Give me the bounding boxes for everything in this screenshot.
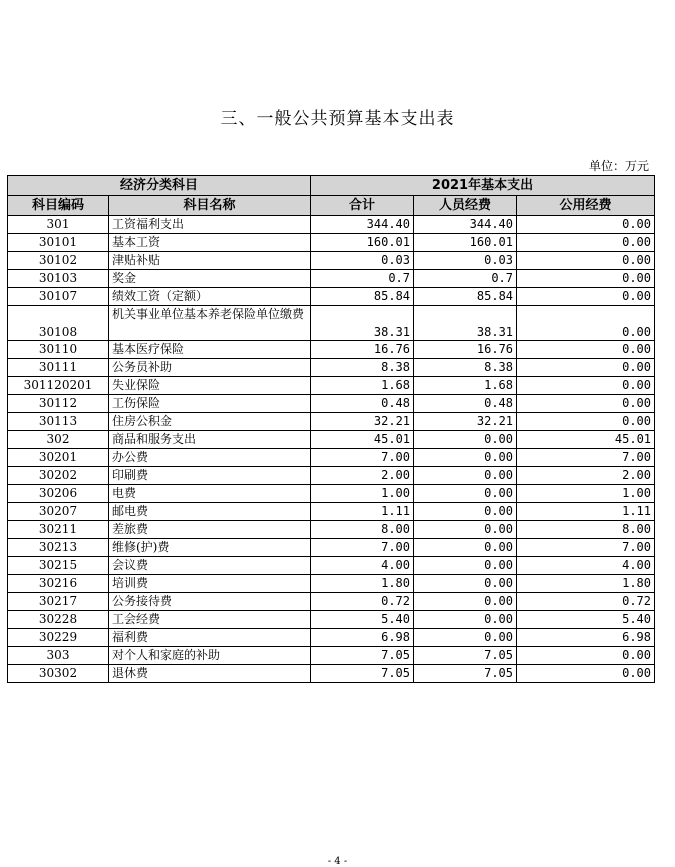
table-row bbox=[8, 611, 655, 629]
header-basic-expenditure: 2021年基本支出 bbox=[311, 176, 655, 196]
table-row bbox=[8, 503, 655, 521]
cell-name: 商品和服务支出 bbox=[109, 431, 311, 449]
cell-code: 30103 bbox=[8, 270, 109, 288]
cell-public: 0.00 bbox=[517, 270, 655, 288]
cell-code: 30112 bbox=[8, 395, 109, 413]
cell-public: 0.00 bbox=[517, 359, 655, 377]
cell-name: 公务员补助 bbox=[109, 359, 311, 377]
cell-code: 30107 bbox=[8, 288, 109, 306]
cell-public: 0.00 bbox=[517, 665, 655, 683]
cell-total: 1.68 bbox=[311, 377, 414, 395]
cell-public: 1.80 bbox=[517, 575, 655, 593]
page-number: - 4 - bbox=[327, 856, 348, 867]
cell-name: 基本工资 bbox=[109, 234, 311, 252]
cell-personnel: 0.00 bbox=[414, 521, 517, 539]
cell-name: 住房公积金 bbox=[109, 413, 311, 431]
cell-total: 8.00 bbox=[311, 521, 414, 539]
cell-personnel: 0.00 bbox=[414, 539, 517, 557]
cell-total: 7.00 bbox=[311, 539, 414, 557]
cell-personnel: 0.00 bbox=[414, 593, 517, 611]
cell-public: 5.40 bbox=[517, 611, 655, 629]
cell-public: 1.11 bbox=[517, 503, 655, 521]
cell-code: 30113 bbox=[8, 413, 109, 431]
table-row bbox=[8, 377, 655, 395]
table-row bbox=[8, 449, 655, 467]
cell-personnel: 38.31 bbox=[414, 306, 517, 341]
cell-personnel: 0.00 bbox=[414, 503, 517, 521]
cell-code: 303 bbox=[8, 647, 109, 665]
cell-name: 差旅费 bbox=[109, 521, 311, 539]
cell-code: 30213 bbox=[8, 539, 109, 557]
table-row bbox=[8, 288, 655, 306]
cell-public: 0.00 bbox=[517, 413, 655, 431]
cell-total: 38.31 bbox=[311, 306, 414, 341]
cell-public: 1.00 bbox=[517, 485, 655, 503]
table-row bbox=[8, 557, 655, 575]
cell-name: 对个人和家庭的补助 bbox=[109, 647, 311, 665]
cell-personnel: 0.00 bbox=[414, 431, 517, 449]
table-row bbox=[8, 521, 655, 539]
cell-personnel: 85.84 bbox=[414, 288, 517, 306]
cell-code: 30216 bbox=[8, 575, 109, 593]
header-economic-category: 经济分类科目 bbox=[8, 176, 311, 196]
cell-code: 30207 bbox=[8, 503, 109, 521]
cell-name: 会议费 bbox=[109, 557, 311, 575]
cell-personnel: 0.00 bbox=[414, 575, 517, 593]
cell-name: 工会经费 bbox=[109, 611, 311, 629]
cell-total: 32.21 bbox=[311, 413, 414, 431]
cell-code: 302 bbox=[8, 431, 109, 449]
cell-code: 30108 bbox=[8, 306, 109, 341]
cell-code: 30102 bbox=[8, 252, 109, 270]
cell-total: 45.01 bbox=[311, 431, 414, 449]
cell-personnel: 344.40 bbox=[414, 216, 517, 234]
table-row bbox=[8, 593, 655, 611]
cell-public: 0.00 bbox=[517, 288, 655, 306]
cell-personnel: 0.48 bbox=[414, 395, 517, 413]
cell-personnel: 0.7 bbox=[414, 270, 517, 288]
cell-personnel: 0.00 bbox=[414, 449, 517, 467]
cell-public: 6.98 bbox=[517, 629, 655, 647]
cell-name: 工资福利支出 bbox=[109, 216, 311, 234]
cell-personnel: 160.01 bbox=[414, 234, 517, 252]
cell-name: 邮电费 bbox=[109, 503, 311, 521]
cell-total: 7.05 bbox=[311, 647, 414, 665]
cell-code: 30110 bbox=[8, 341, 109, 359]
cell-code: 30201 bbox=[8, 449, 109, 467]
cell-personnel: 1.68 bbox=[414, 377, 517, 395]
table-row bbox=[8, 395, 655, 413]
table-row bbox=[8, 413, 655, 431]
table-row bbox=[8, 665, 655, 683]
cell-total: 6.98 bbox=[311, 629, 414, 647]
cell-public: 0.72 bbox=[517, 593, 655, 611]
table-row bbox=[8, 485, 655, 503]
table-row bbox=[8, 467, 655, 485]
cell-name: 绩效工资（定额） bbox=[109, 288, 311, 306]
cell-total: 8.38 bbox=[311, 359, 414, 377]
cell-personnel: 32.21 bbox=[414, 413, 517, 431]
table-row bbox=[8, 359, 655, 377]
cell-public: 0.00 bbox=[517, 234, 655, 252]
cell-total: 1.00 bbox=[311, 485, 414, 503]
cell-code: 30206 bbox=[8, 485, 109, 503]
cell-public: 7.00 bbox=[517, 449, 655, 467]
cell-name: 公务接待费 bbox=[109, 593, 311, 611]
cell-name: 退休费 bbox=[109, 665, 311, 683]
cell-code: 301 bbox=[8, 216, 109, 234]
cell-name: 基本医疗保险 bbox=[109, 341, 311, 359]
cell-code: 30211 bbox=[8, 521, 109, 539]
cell-code: 30111 bbox=[8, 359, 109, 377]
cell-name: 办公费 bbox=[109, 449, 311, 467]
table-row bbox=[8, 216, 655, 234]
cell-public: 4.00 bbox=[517, 557, 655, 575]
cell-total: 7.00 bbox=[311, 449, 414, 467]
header-row-group bbox=[8, 176, 655, 196]
cell-code: 30229 bbox=[8, 629, 109, 647]
cell-personnel: 0.00 bbox=[414, 611, 517, 629]
table-row bbox=[8, 341, 655, 359]
cell-total: 0.03 bbox=[311, 252, 414, 270]
cell-code: 30215 bbox=[8, 557, 109, 575]
cell-personnel: 0.00 bbox=[414, 467, 517, 485]
cell-total: 0.72 bbox=[311, 593, 414, 611]
cell-code: 30101 bbox=[8, 234, 109, 252]
cell-code: 30202 bbox=[8, 467, 109, 485]
table-row bbox=[8, 629, 655, 647]
cell-personnel: 0.03 bbox=[414, 252, 517, 270]
cell-personnel: 0.00 bbox=[414, 557, 517, 575]
header-row-columns bbox=[8, 196, 655, 216]
cell-code: 30228 bbox=[8, 611, 109, 629]
cell-code: 30217 bbox=[8, 593, 109, 611]
table-row bbox=[8, 252, 655, 270]
page-title: 三、一般公共预算基本支出表 bbox=[220, 109, 455, 129]
header-public: 公用经费 bbox=[517, 196, 655, 216]
cell-name: 失业保险 bbox=[109, 377, 311, 395]
cell-name: 培训费 bbox=[109, 575, 311, 593]
cell-public: 0.00 bbox=[517, 395, 655, 413]
cell-total: 1.11 bbox=[311, 503, 414, 521]
cell-personnel: 8.38 bbox=[414, 359, 517, 377]
table-row bbox=[8, 234, 655, 252]
cell-total: 0.48 bbox=[311, 395, 414, 413]
unit-label: 单位：万元 bbox=[588, 159, 649, 173]
cell-public: 0.00 bbox=[517, 341, 655, 359]
cell-personnel: 7.05 bbox=[414, 647, 517, 665]
cell-personnel: 7.05 bbox=[414, 665, 517, 683]
cell-total: 2.00 bbox=[311, 467, 414, 485]
budget-table bbox=[7, 175, 655, 683]
cell-public: 2.00 bbox=[517, 467, 655, 485]
cell-public: 0.00 bbox=[517, 216, 655, 234]
cell-public: 7.00 bbox=[517, 539, 655, 557]
cell-public: 0.00 bbox=[517, 647, 655, 665]
cell-public: 45.01 bbox=[517, 431, 655, 449]
header-personnel: 人员经费 bbox=[414, 196, 517, 216]
cell-name: 津贴补贴 bbox=[109, 252, 311, 270]
cell-public: 0.00 bbox=[517, 377, 655, 395]
cell-total: 4.00 bbox=[311, 557, 414, 575]
table-row bbox=[8, 431, 655, 449]
cell-name: 电费 bbox=[109, 485, 311, 503]
cell-name: 维修(护)费 bbox=[109, 539, 311, 557]
cell-public: 0.00 bbox=[517, 252, 655, 270]
cell-name: 奖金 bbox=[109, 270, 311, 288]
cell-public: 8.00 bbox=[517, 521, 655, 539]
cell-total: 16.76 bbox=[311, 341, 414, 359]
cell-personnel: 16.76 bbox=[414, 341, 517, 359]
cell-total: 160.01 bbox=[311, 234, 414, 252]
cell-public: 0.00 bbox=[517, 306, 655, 341]
header-code: 科目编码 bbox=[8, 196, 109, 216]
header-total: 合计 bbox=[311, 196, 414, 216]
cell-total: 0.7 bbox=[311, 270, 414, 288]
cell-total: 7.05 bbox=[311, 665, 414, 683]
cell-name: 机关事业单位基本养老保险单位缴费 bbox=[109, 306, 311, 341]
table-row bbox=[8, 306, 655, 341]
cell-code: 30302 bbox=[8, 665, 109, 683]
table-row bbox=[8, 539, 655, 557]
table-row bbox=[8, 270, 655, 288]
cell-total: 85.84 bbox=[311, 288, 414, 306]
cell-name: 印刷费 bbox=[109, 467, 311, 485]
cell-total: 1.80 bbox=[311, 575, 414, 593]
header-name: 科目名称 bbox=[109, 196, 311, 216]
cell-total: 5.40 bbox=[311, 611, 414, 629]
cell-personnel: 0.00 bbox=[414, 629, 517, 647]
table-row bbox=[8, 647, 655, 665]
cell-code: 301120201 bbox=[8, 377, 109, 395]
cell-total: 344.40 bbox=[311, 216, 414, 234]
cell-name: 福利费 bbox=[109, 629, 311, 647]
table-row bbox=[8, 575, 655, 593]
cell-name: 工伤保险 bbox=[109, 395, 311, 413]
cell-personnel: 0.00 bbox=[414, 485, 517, 503]
